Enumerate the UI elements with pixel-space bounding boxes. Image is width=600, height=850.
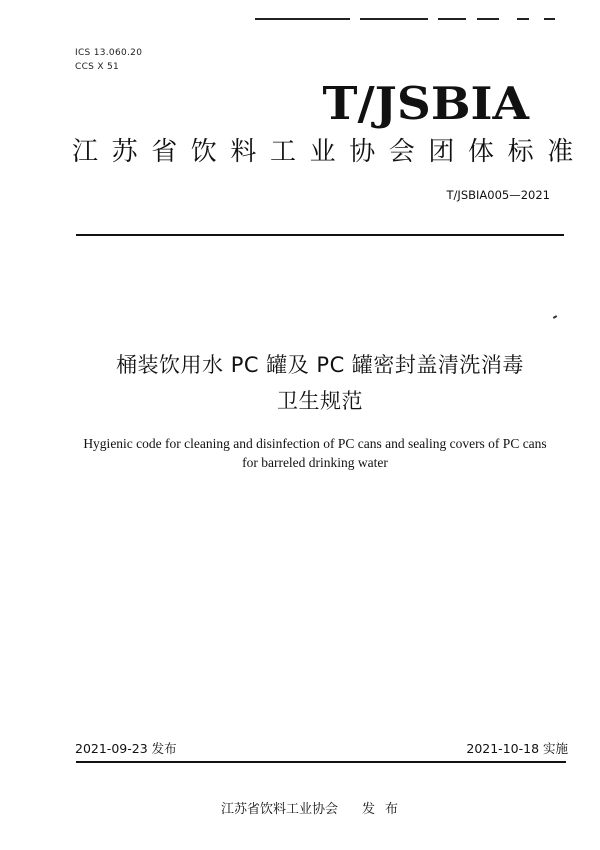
- organization-standard-name: 江苏省饮料工业协会团体标准: [72, 137, 587, 167]
- title-english-line-2: for barreled drinking water: [242, 455, 388, 470]
- title-chinese-line-1: 桶装饮用水 PC 罐及 PC 罐密封盖清洗消毒: [116, 353, 524, 377]
- publish-date: 2021-09-23 发布: [75, 741, 177, 756]
- ics-code: ICS 13.060.20: [75, 48, 143, 58]
- issuer-line: [221, 800, 408, 820]
- header-divider: [76, 234, 564, 236]
- issuer-action: 发布: [362, 802, 409, 817]
- title-english-line-1: Hygienic code for cleaning and disinfection of PC cans and sealing covers of PC cans: [83, 436, 547, 451]
- title-chinese-line-2: 卫生规范: [277, 389, 363, 413]
- implement-date: 2021-10-18 实施: [466, 741, 568, 756]
- ccs-code: CCS X 51: [75, 62, 120, 72]
- scan-speck: [553, 315, 557, 319]
- issuer-name: 江苏省饮料工业协会: [221, 802, 339, 817]
- footer-divider: [76, 761, 566, 763]
- header-top-dashed-rule: [255, 18, 555, 20]
- organization-code-logo: T/JSBIA: [322, 78, 529, 131]
- standard-number: T/JSBIA005—2021: [446, 188, 550, 202]
